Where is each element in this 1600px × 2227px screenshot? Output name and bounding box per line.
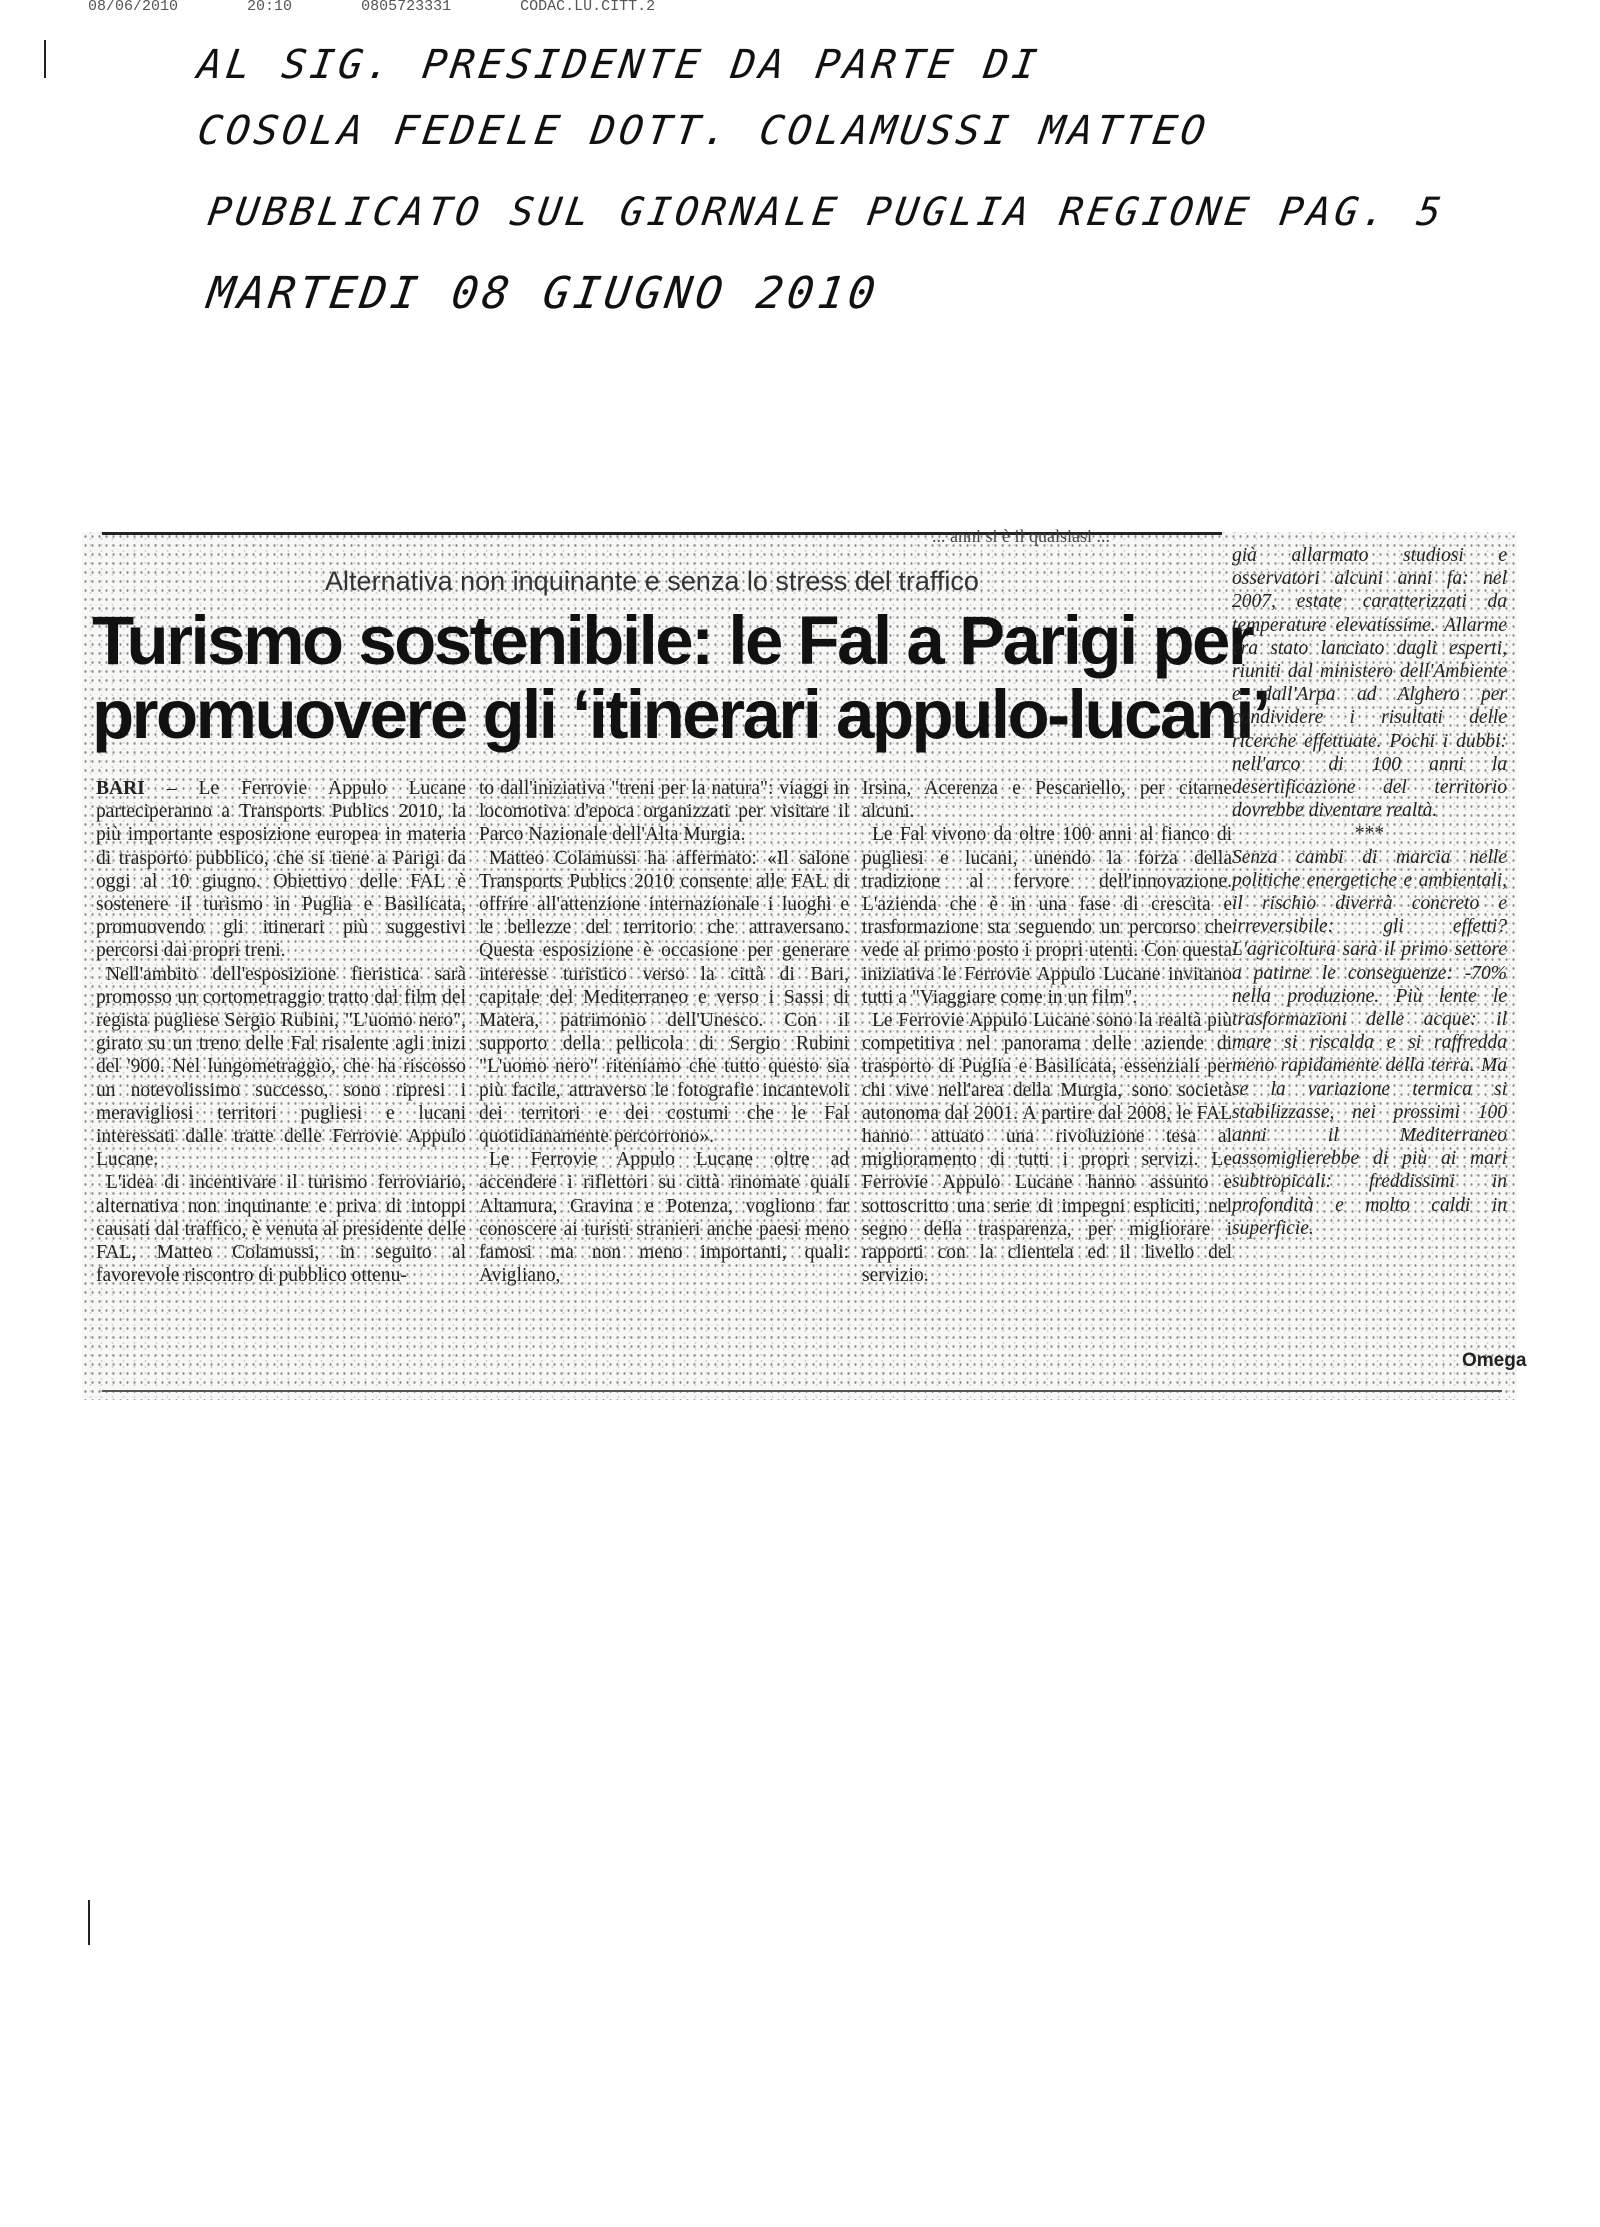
article-column-2 <box>479 777 849 1387</box>
headline-line-2: promuovere gli ‘itinerari appulo-lucani’ <box>92 676 1269 753</box>
article-signature: Omega <box>1462 1350 1527 1371</box>
article-kicker: Alternativa non inquinante e senza lo stress del traffico <box>325 566 979 596</box>
col2-para-1: to dall'iniziativa "treni per la natura": viaggi in locomotiva d'epoca organizzati per visitare il Parco Nazionale dell'Alta Murgia. <box>479 778 849 846</box>
side-article-separator: *** <box>1354 823 1385 845</box>
side-article-top: già allarmato studiosi e osservatori alcuni anni fa: nel 2007, estate caratterizzati da temperature elevatissime. Allarme era stato lanciato dagli esperti, riuniti dal ministero dell'Ambiente e dall'Arpa ad Alghero per condividere i risultati delle ricerche effettuate. Pochi i dubbi: nell'arco di 100 anni la desertificazione del territorio dovrebbe diventare realtà. <box>1232 545 1507 822</box>
fax-header <box>88 0 1288 14</box>
fax-date: 08/06/2010 <box>88 0 179 15</box>
fax-time: 20:10 <box>247 0 293 15</box>
article-column-1 <box>96 777 466 1387</box>
col1-para-3: L'idea di incentivare il turismo ferroviario, alternativa non inquinante e priva di intoppi causati dal traffico, è venuta al presidente delle FAL, Matteo Colamussi, in seguito al favorevole riscontro di pubblico ottenu- <box>96 1172 466 1287</box>
col1-para-1: – Le Ferrovie Appulo Lucane parteciperanno a Transports Publics 2010, la più importante esposizione europea in materia di trasporto pubblico, che si tiene a Parigi da oggi al 10 giugno. Obiettivo delle FAL è sostenere il turismo in Puglia e Basilicata, promuovendo gli itinerari più suggestivi percorsi dai propri treni. <box>96 778 466 962</box>
col3-para-1: Irsina, Acerenza e Pescariello, per citarne alcuni. <box>862 778 1232 823</box>
col1-para-2: Nell'ambito dell'esposizione fieristica sarà promosso un cortometraggio tratto dal film del regista pugliese Sergio Rubini, "L'uomo nero", girato su un treno delle Fal risalente agli inizi del '900. Nel lungometraggio, che ha riscosso un notevolissimo successo, sono ripresi i meravigliosi territori pugliesi e lucani interessati dalle tratte delle Ferrovie Appulo Lucane. <box>96 963 466 1171</box>
col2-para-3: Le Ferrovie Appulo Lucane oltre ad accendere i riflettori su città rinomate quali Altamura, Gravina e Potenza, vogliono far conoscere ai turisti stranieri anche paesi meno famosi ma non meno importanti, quali: Avigliano, <box>479 1149 849 1287</box>
article-column-3 <box>862 777 1232 1387</box>
handwritten-line-4: MARTEDI 08 GIUGNO 2010 <box>204 268 883 319</box>
clipping-bottom-rule <box>102 1390 1502 1392</box>
article-headline <box>92 602 1269 753</box>
headline-line-1: Turismo sostenibile: le Fal a Parigi per <box>92 602 1253 679</box>
side-article <box>1232 544 1507 1374</box>
handwritten-line-3: PUBBLICATO SUL GIORNALE PUGLIA REGIONE PAG. 5 <box>204 190 1448 235</box>
margin-mark-bottom <box>88 1900 90 1945</box>
clipping-top-fragment: ... anni si è il qualsiasi ... <box>932 526 1110 546</box>
handwritten-line-1: AL SIG. PRESIDENTE DA PARTE DI <box>194 42 1044 88</box>
side-article-bottom: Senza cambi di marcia nelle politiche energetiche e ambientali, il rischio diverrà concreto e irreversibile: gli effetti? L'agricoltura sarà il primo settore a patirne le conseguenze: -70% nella produzione. Più lente le trasformazioni delle acque: il mare si riscalda e si raffredda meno rapidamente della terra. Ma se la variazione termica si stabilizzasse, nei prossimi 100 anni il Mediterraneo assomiglierebbe di più ai mari subtropicali: freddissimi in profondità e molto caldi in superficie. <box>1232 846 1507 1239</box>
newspaper-clipping <box>82 526 1527 1400</box>
handwritten-line-2: COSOLA FEDELE DOTT. COLAMUSSI MATTEO <box>194 108 1213 154</box>
margin-mark-top <box>44 40 46 78</box>
fax-number: 0805723331 <box>361 0 452 15</box>
article-dateline: BARI <box>96 778 145 799</box>
fax-extra: CODAC.LU.CITT.2 <box>520 0 656 15</box>
col2-para-2: Matteo Colamussi ha affermato: «Il salone Transports Publics 2010 consente alle FAL di offrire all'attenzione internazionale i luoghi e le bellezze del territorio che attraversano. Questa esposizione è occasione per generare interesse turistico verso la città di Bari, capitale del Mediterraneo e verso i Sassi di Matera, patrimonio dell'Unesco. Con il supporto della pellicola di Sergio Rubini "L'uomo nero" riteniamo che tutto questo sia più facile, attraverso le fotografie incantevoli dei territori e dei costumi che le Fal quotidianamente percorrono». <box>479 847 849 1148</box>
col3-para-2: Le Fal vivono da oltre 100 anni al fianco di pugliesi e lucani, unendo la forza della tradizione al fervore dell'innovazione. L'azienda che è in una fase di crescita e trasformazione sta seguendo un percorso che vede al primo posto i propri utenti. Con questa iniziativa le Ferrovie Appulo Lucane invitano tutti a "Viaggiare come in un film". <box>862 824 1232 1008</box>
col3-para-3: Le Ferrovie Appulo Lucane sono la realtà più competitiva nel panorama delle aziende di trasporto di Puglia e Basilicata, essenziali per chi vive nell'area della Murgia, sono società autonoma dal 2001. A partire dal 2008, le FAL hanno attuato una rivoluzione tesa al miglioramento di tutti i propri servizi. Le Ferrovie Appulo Lucane hanno assunto e sottoscritto una serie di impegni espliciti, nel segno della trasparenza, per migliorare i rapporti con la clientela ed il livello del servizio. <box>862 1010 1232 1287</box>
